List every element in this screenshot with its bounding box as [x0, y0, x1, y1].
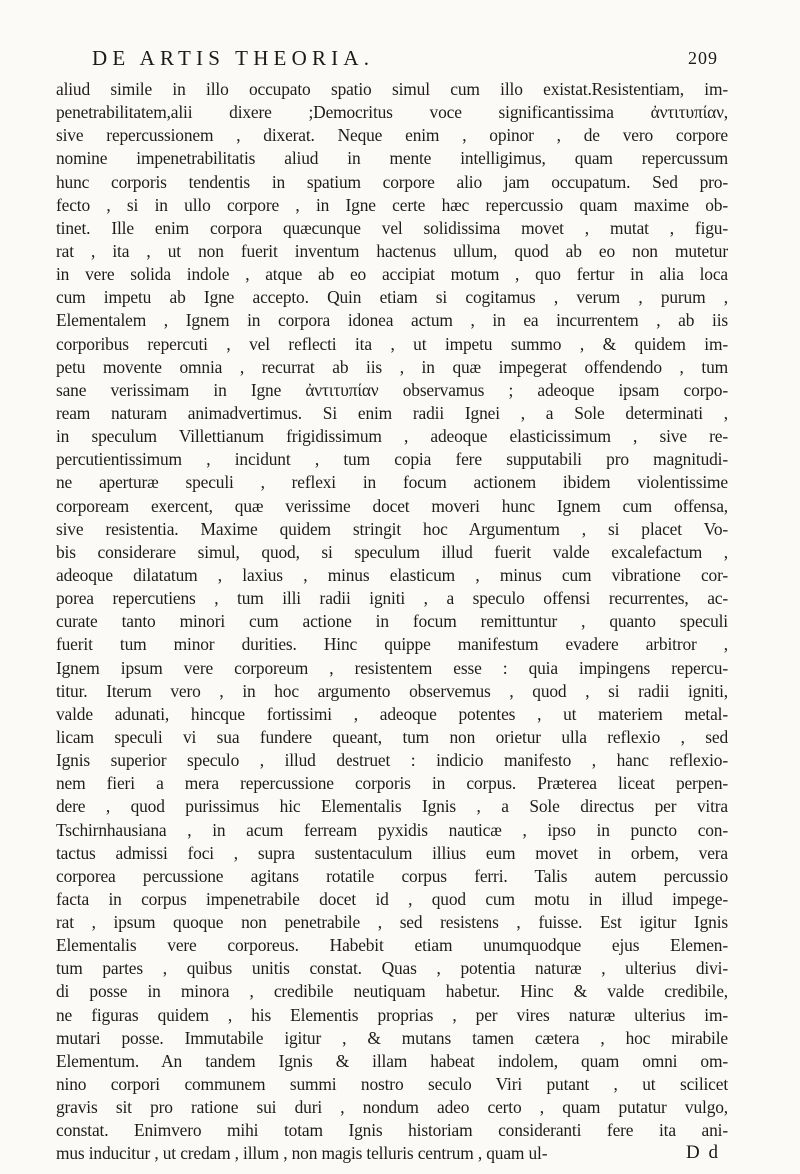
text-line: nem fieri a mera repercussione corporis in corpus. Præterea liceat perpen- — [56, 773, 728, 794]
text-line: gravis sit pro ratione sui duri , nondum adeo certo , quam putatur vulgo, — [56, 1097, 728, 1118]
text-line: nomine impenetrabilitatis aliud in mente intelligimus, quam repercussum — [56, 148, 728, 169]
text-line: Elementalem , Ignem in corpora idonea actum , in ea incurrentem , ab iis — [56, 310, 728, 331]
text-line: titur. Iterum vero , in hoc argumento observemus , quod , si radii igniti, — [56, 680, 728, 701]
text-line: petu movente omnia , recurrat ab iis , in quæ impegerat offendendo , tum — [56, 356, 728, 377]
text-line: facta in corpus impenetrabile docet id , quod cum motu in illud impege- — [56, 888, 728, 909]
page-number: 209 — [688, 48, 718, 68]
text-line: curate tanto minori cum actione in focum remittuntur , quanto speculi — [56, 611, 728, 632]
text-line: tinet. Ille enim corpora quæcunque vel solidissima movet , mutat , figu- — [56, 217, 728, 238]
text-line: penetrabilitatem,alii dixere ;Democritus voce significantissima ἀντιτυπίαν, — [56, 102, 728, 123]
text-line: rat , ita , ut non fuerit inventum hactenus ullum, quod ab eo non mutetur — [56, 240, 728, 261]
text-line: corporea percussione agitans rotatile corpus ferri. Talis autem percussio — [56, 865, 728, 886]
text-line: corporibus repercuti , vel reflecti ita , ut impetu summo , & quidem im- — [56, 333, 728, 354]
text-line: tum partes , quibus unitis constat. Quas , potentia naturæ , ulterius divi- — [56, 958, 728, 979]
text-line: in vere solida indole , atque ab eo accipiat motum , quo fertur in alia loca — [56, 264, 728, 285]
text-line: Elementum. An tandem Ignis & illam habeat indolem, quam omni om- — [56, 1050, 728, 1071]
text-line: corpoream exercent, quæ verissime docet moveri hunc Ignem cum offensa, — [56, 495, 728, 516]
text-line: Ignem ipsum vere corporeum , resistentem esse : quia impingens repercu- — [56, 657, 728, 678]
text-line: tactus admissi foci , supra sustentaculum illius eum movet in orbem, vera — [56, 842, 728, 863]
text-line: sane verissimam in Igne ἀντιτυπίαν observamus ; adeoque ipsam corpo- — [56, 379, 728, 400]
text-line: valde adunati, hincque fortissimi , adeoque potentes , ut materiem metal- — [56, 703, 728, 724]
running-title: DE ARTIS THEORIA. — [92, 46, 375, 70]
text-line: mutari posse. Immutabile igitur , & mutans tamen cætera , hoc mirabile — [56, 1027, 728, 1048]
text-line: licam speculi vi sua fundere queant, tum non orietur ulla reflexio , sed — [56, 726, 728, 747]
text-line: percutientissimum , incidunt , tum copia fere supputabili pro magnitudi- — [56, 449, 728, 470]
text-line: adeoque dilatatum , laxius , minus elasticum , minus cum vibratione cor- — [56, 564, 728, 585]
text-line: Elementalis vere corporeus. Habebit etiam unumquodque ejus Elemen- — [56, 935, 728, 956]
text-line: constat. Enimvero mihi totam Ignis historiam consideranti fere ita ani- — [56, 1120, 728, 1141]
text-line: Tschirnhausiana , in acum ferream pyxidis nauticæ , ipso in puncto con- — [56, 819, 728, 840]
text-line: Ignis superior speculo , illud destruet : indicio manifesto , hanc reflexio- — [56, 750, 728, 771]
running-head — [92, 46, 718, 76]
text-line: dere , quod purissimus hic Elementalis Ignis , a Sole directus per vitra — [56, 796, 728, 817]
text-line: hunc corporis tendentis in spatium corpore alio jam occupatum. Sed pro- — [56, 171, 728, 192]
signature-mark: D d — [686, 1142, 720, 1163]
text-line: rat , ipsum quoque non penetrabile , sed resistens , fuisse. Est igitur Ignis — [56, 912, 728, 933]
body-text — [56, 78, 728, 1166]
text-line: bis considerare simul, quod, si speculum illud fuerit valde excalefactum , — [56, 541, 728, 562]
text-line: cum impetu ab Igne accepto. Quin etiam si cogitamus , verum , purum , — [56, 287, 728, 308]
text-line: ne aperturæ speculi , reflexi in focum actionem ibidem violentissime — [56, 472, 728, 493]
text-line: di posse in minora , credibile neutiquam habetur. Hinc & valde credibile, — [56, 981, 728, 1002]
text-line: sive resistentia. Maxime quidem stringit hoc Argumentum , si placet Vo- — [56, 518, 728, 539]
text-line: fecto , si in ullo corpore , in Igne certe hæc repercussio quam maxime ob- — [56, 194, 728, 215]
text-line: sive repercussionem , dixerat. Neque enim , opinor , de vero corpore — [56, 125, 728, 146]
text-line: fuerit tum minor durities. Hinc quippe manifestum evadere arbitror , — [56, 634, 728, 655]
text-line: in speculum Villettianum frigidissimum , adeoque elasticissimum , sive re- — [56, 426, 728, 447]
text-line: nino corpori communem summi nostro seculo Viri putant , ut scilicet — [56, 1074, 728, 1095]
text-line: ne figuras quidem , his Elementis proprias , per vires naturæ ulterius im- — [56, 1004, 728, 1025]
text-line: ream naturam animadvertimus. Si enim radii Ignei , a Sole determinati , — [56, 402, 728, 423]
text-line: aliud simile in illo occupato spatio simul cum illo existat.Resistentiam, im- — [56, 79, 728, 99]
text-line: porea repercutiens , tum illi radii igniti , a speculo offensi recurrentes, ac- — [56, 588, 728, 609]
text-line: mus inducitur , ut credam , illum , non magis telluris centrum , quam ul- — [56, 1143, 548, 1164]
